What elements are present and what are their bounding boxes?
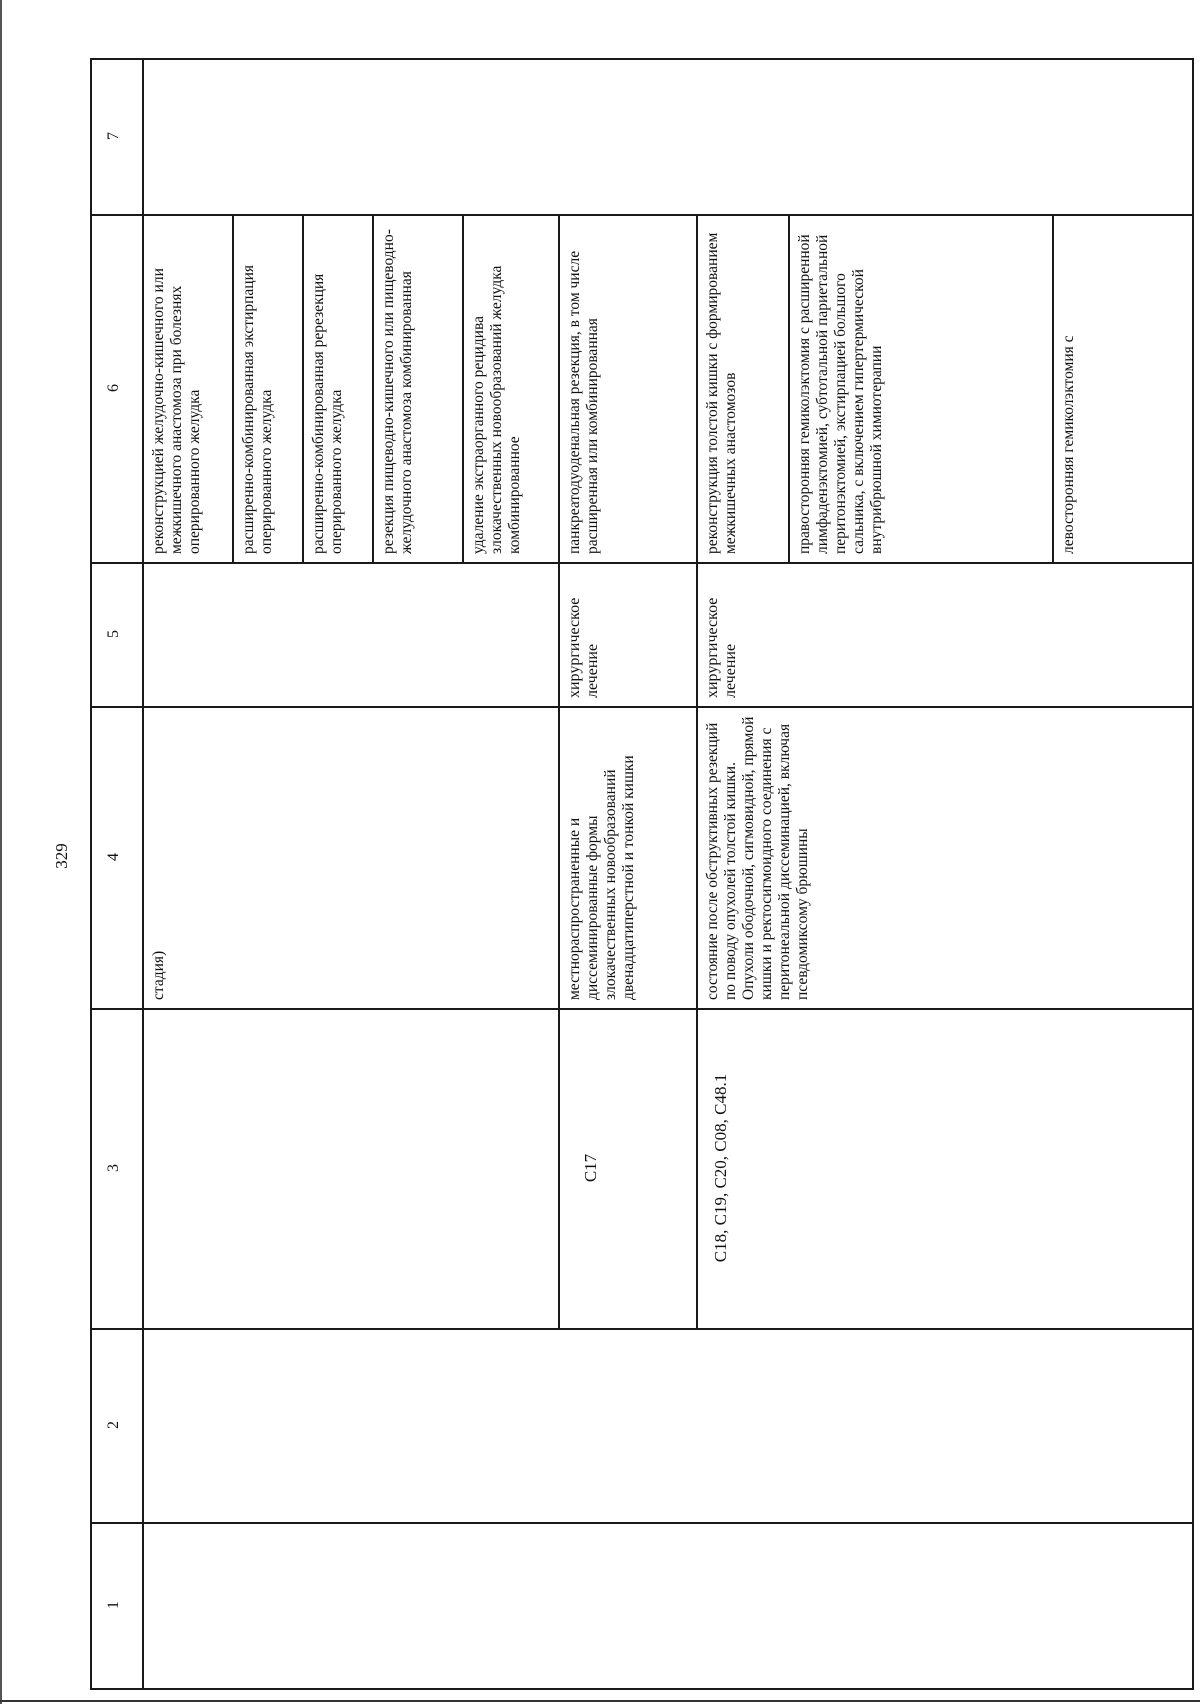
table-border-left: [90, 58, 92, 1690]
header-col-6: 6: [105, 384, 122, 392]
code-cell: C17: [581, 1153, 600, 1183]
procedure-cell: расширенно-комбинированная экстирпация оперированного желудка: [240, 264, 275, 554]
procedure-cell: правосторонняя гемиколэктомия с расширенной лимфаденэктомией, субтотальной париетальной перитонэктомией, экстирпацией большого сальника, с включением гипертермической внутрибрюшной химиотерапии: [796, 234, 885, 554]
header-col-7: 7: [105, 132, 122, 140]
procedure-cell: удаление экстраорганного рецидива злокачественных новообразований желудка комбинированное: [470, 265, 523, 554]
column-divider-2-1: [90, 1522, 1194, 1524]
header-col-3: 3: [105, 1164, 122, 1172]
treatment-cell: хирургическое лечение: [566, 597, 601, 698]
document-table: [90, 58, 1194, 1690]
header-col-2: 2: [105, 1421, 122, 1429]
header-col-5: 5: [105, 630, 122, 638]
table-border-top: [90, 58, 1194, 60]
procedure-cell: реконструкцией желудочно-кишечного или межкишечного анастомоза при болезнях оперированного желудка: [150, 268, 203, 554]
table-border-bottom: [90, 1688, 1194, 1690]
treatment-cell: хирургическое лечение: [704, 597, 739, 698]
condition-cell: стадия): [150, 950, 167, 1000]
table-border-right: [1192, 58, 1194, 1690]
header-col-1: 1: [105, 1601, 122, 1609]
column-divider-3-2: [90, 1328, 1194, 1330]
scan-edge-bottom: [0, 1700, 1200, 1702]
code-cell: C18, C19, C20, C08, C48.1: [711, 1073, 730, 1263]
procedure-cell: расширенно-комбинированная ререзекция оперированного желудка: [310, 273, 345, 554]
condition-cell: местнораспространенные и диссеминированные формы злокачественных новообразований двенадцатиперстной и тонкой кишки: [566, 755, 637, 1000]
procedure-cell: резекция пищеводно-кишечного или пищеводно-желудочного анастомоза комбинированная: [380, 229, 415, 554]
header-col-4: 4: [105, 853, 122, 861]
procedure-cell: реконструкция толстой кишки с формированием межкишечных анастомозов: [704, 232, 739, 554]
condition-cell: состояние после обструктивных резекций по поводу опухолей толстой кишки. Опухоли ободочной, сигмовидной, прямой кишки и ректосигмоидного соединения с перитонеальной диссеминацией, включая псевдомиксому брюшины: [704, 716, 811, 1000]
procedure-cell: левосторонняя гемиколэктомия с: [1060, 335, 1077, 554]
procedure-cell: панкреатодуоденальная резекция, в том числе расширенная или комбинированная: [566, 250, 601, 554]
page-number: 329: [52, 843, 71, 869]
scan-edge-left: [0, 0, 2, 1704]
